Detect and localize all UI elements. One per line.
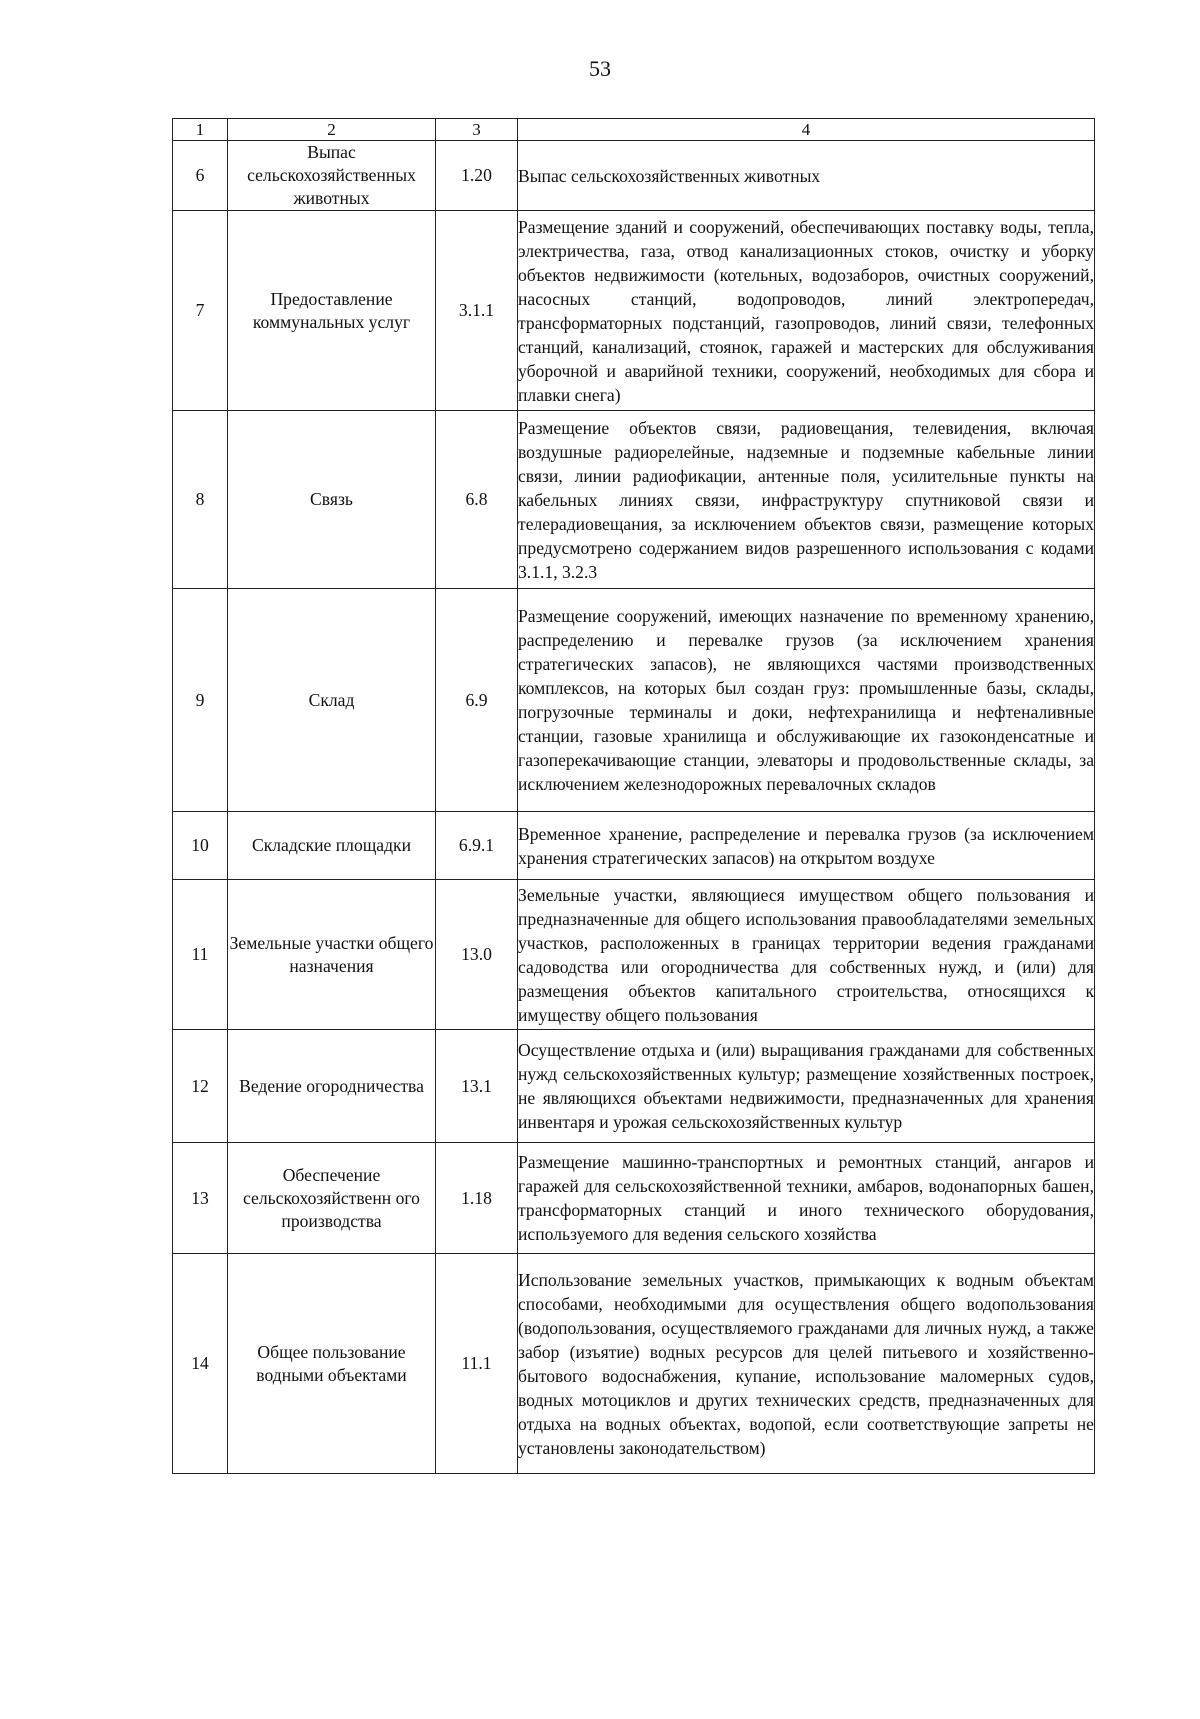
row-number-cell: 8 (173, 411, 228, 589)
land-use-name-cell: Выпас сельскохозяйственных животных (228, 141, 436, 211)
land-use-description-cell: Использование земельных участков, примыкающих к водным объектам способами, необходимыми для осуществления общего водопользования (водопользования, осуществляемого гражданами для личных нужд, а также забор (изъятие) водных ресурсов для целей питьевого и хозяйственно-бытового водоснабжения, купание, использование маломерных судов, водных мотоциклов и других технических средств, предназначенных для отдыха на водных объектах, водопой, если соответствующие запреты не установлены законодательством) (518, 1254, 1095, 1474)
land-use-name-cell: Складские площадки (228, 812, 436, 880)
header-cell-col3: 3 (436, 119, 518, 141)
land-use-code-cell: 3.1.1 (436, 211, 518, 411)
row-number-cell: 13 (173, 1143, 228, 1254)
table-header-row (173, 119, 1095, 141)
land-use-name-cell: Связь (228, 411, 436, 589)
land-use-code-cell: 11.1 (436, 1254, 518, 1474)
table-row (173, 880, 1095, 1030)
land-use-code-cell: 6.9.1 (436, 812, 518, 880)
land-use-name-cell: Склад (228, 589, 436, 812)
land-use-code-cell: 1.18 (436, 1143, 518, 1254)
land-use-description-cell: Временное хранение, распределение и перевалка грузов (за исключением хранения стратегических запасов) на открытом воздухе (518, 812, 1095, 880)
table-row (173, 211, 1095, 411)
land-use-code-cell: 13.1 (436, 1030, 518, 1143)
land-use-code-cell: 6.8 (436, 411, 518, 589)
header-cell-col2: 2 (228, 119, 436, 141)
land-use-table (172, 118, 1095, 1474)
table-body (173, 119, 1095, 1474)
table-row (173, 1254, 1095, 1474)
land-use-code-cell: 13.0 (436, 880, 518, 1030)
land-use-description-cell: Осуществление отдыха и (или) выращивания гражданами для собственных нужд сельскохозяйственных культур; размещение хозяйственных построек, не являющихся объектами недвижимости, предназначенных для хранения инвентаря и урожая сельскохозяйственных культур (518, 1030, 1095, 1143)
row-number-cell: 7 (173, 211, 228, 411)
land-use-name-cell: Ведение огородничества (228, 1030, 436, 1143)
header-cell-col4: 4 (518, 119, 1095, 141)
table-row (173, 1030, 1095, 1143)
row-number-cell: 14 (173, 1254, 228, 1474)
land-use-description-cell: Выпас сельскохозяйственных животных (518, 141, 1095, 211)
land-use-description-cell: Размещение зданий и сооружений, обеспечивающих поставку воды, тепла, электричества, газа, отвод канализационных стоков, очистку и уборку объектов недвижимости (котельных, водозаборов, очистных сооружений, насосных станций, водопроводов, линий электропередач, трансформаторных подстанций, газопроводов, линий связи, телефонных станций, канализаций, стоянок, гаражей и мастерских для обслуживания уборочной и аварийной техники, сооружений, необходимых для сбора и плавки снега) (518, 211, 1095, 411)
table-row (173, 1143, 1095, 1254)
row-number-cell: 11 (173, 880, 228, 1030)
land-use-name-cell: Обеспечение сельскохозяйственн ого производства (228, 1143, 436, 1254)
land-use-name-cell: Общее пользование водными объектами (228, 1254, 436, 1474)
row-number-cell: 9 (173, 589, 228, 812)
land-use-description-cell: Размещение объектов связи, радиовещания, телевидения, включая воздушные радиорелейные, надземные и подземные кабельные линии связи, линии радиофикации, антенные поля, усилительные пункты на кабельных линиях связи, инфраструктуру спутниковой связи и телерадиовещания, за исключением объектов связи, размещение которых предусмотрено содержанием видов разрешенного использования с кодами 3.1.1, 3.2.3 (518, 411, 1095, 589)
table-row (173, 141, 1095, 211)
table-row (173, 411, 1095, 589)
page-number: 53 (589, 56, 611, 81)
land-use-name-cell: Предоставление коммунальных услуг (228, 211, 436, 411)
row-number-cell: 10 (173, 812, 228, 880)
row-number-cell: 12 (173, 1030, 228, 1143)
land-use-description-cell: Земельные участки, являющиеся имуществом общего пользования и предназначенные для общего использования правообладателями земельных участков, расположенных в границах территории ведения гражданами садоводства или огородничества для собственных нужд, и (или) для размещения объектов капитального строительства, относящихся к имуществу общего пользования (518, 880, 1095, 1030)
land-use-description-cell: Размещение машинно-транспортных и ремонтных станций, ангаров и гаражей для сельскохозяйственной техники, амбаров, водонапорных башен, трансформаторных станций и иного технического оборудования, используемого для ведения сельского хозяйства (518, 1143, 1095, 1254)
land-use-code-cell: 1.20 (436, 141, 518, 211)
land-use-code-cell: 6.9 (436, 589, 518, 812)
land-use-name-cell: Земельные участки общего назначения (228, 880, 436, 1030)
header-cell-col1: 1 (173, 119, 228, 141)
table-row (173, 812, 1095, 880)
land-use-description-cell: Размещение сооружений, имеющих назначение по временному хранению, распределению и перевалке грузов (за исключением хранения стратегических запасов), не являющихся частями производственных комплексов, на которых был создан груз: промышленные базы, склады, погрузочные терминалы и доки, нефтехранилища и нефтеналивные станции, газовые хранилища и обслуживающие их газоконденсатные и газоперекачивающие станции, элеваторы и продовольственные склады, за исключением железнодорожных перевалочных складов (518, 589, 1095, 812)
row-number-cell: 6 (173, 141, 228, 211)
table-row (173, 589, 1095, 812)
